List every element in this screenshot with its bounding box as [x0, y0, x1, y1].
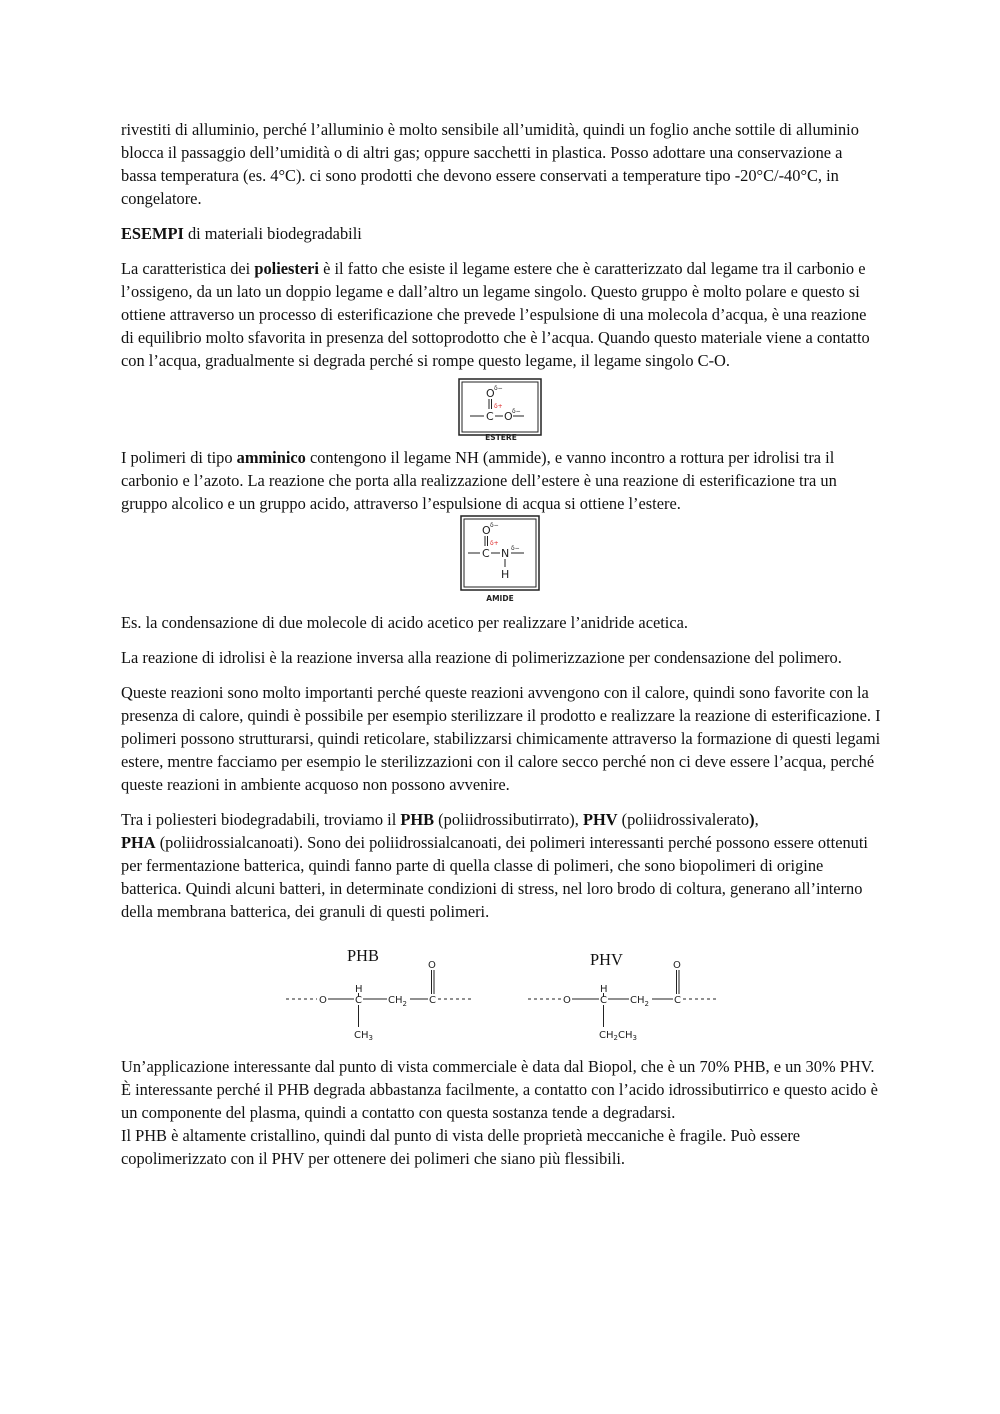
paragraph-text: Es. la condensazione di due molecole di acido acetico per realizzare l’anidride acetica.: [121, 613, 688, 632]
text-run: è il fatto che esiste il legame estere che è caratterizzato dal legame tra il carbonio e l’ossigeno, da un lato un doppio legame e dall’altro un legame singolo. Questo gruppo è molto polare e questo si ottiene attraverso un processo di esterificazione che prevede l’espulsione di una molecola d’acqua, è una reazione di equilibrio molto sfavorita in presenza del sottoprodotto che è l’acqua. Quando questo materiale viene a contatto con l’acqua, gradualmente si degrada perché si rompe questo legame, il legame singolo C-O.: [121, 259, 870, 370]
phv-ch2-subscript: 2: [644, 1000, 649, 1008]
phv-side-ch3-subscript: 3: [632, 1034, 637, 1042]
ester-delta-plus: δ+: [494, 403, 503, 410]
phb-ch2: [388, 995, 407, 1008]
phv-hydrogen: H: [600, 984, 608, 995]
phb-ch2-text: CH: [388, 995, 403, 1006]
paragraph-text: rivestiti di alluminio, perché l’alluminio è molto sensibile all’umidità, quindi un foglio anche sottile di alluminio blocca il passaggio dell’umidità o di altri gas; oppure sacchetti in plastica. Posso adottare una conservazione a bassa temperatura (es. 4°C). ci sono prodotti che devono essere conservati a temperature tipo -20°C/-40°C, in congelatore.: [121, 120, 859, 208]
phb-carbonyl-oxygen: O: [428, 960, 436, 971]
phv-carbonyl-oxygen: O: [673, 960, 681, 971]
paragraph-storage: [121, 118, 881, 210]
text-run: (poliidrossialcanoati). Sono dei poliidrossialcanoati, dei polimeri interessanti perché possono essere ottenuti per fermentazione batterica, quindi fanno parte di quella classe di polimeri, che sono biopolimeri di origine batterica. Quindi alcuni batteri, in determinate condizioni di stress, nel loro brodo di coltura, generano all’interno della membrana batterica, dei granuli di questi polimeri.: [121, 833, 868, 921]
paragraph-biodegradable-polyesters: [121, 808, 881, 923]
amide-delta-minus-2: δ−: [511, 545, 520, 552]
paragraph-acetic: [121, 611, 881, 634]
phb-phv-structures: [121, 937, 881, 1042]
paragraph-text: Il PHB è altamente cristallino, quindi dal punto di vista delle proprietà meccaniche è fragile. Può essere copolimerizzato con il PHV per ottenere dei polimeri che siano più flessibili.: [121, 1126, 801, 1168]
amide-delta-minus: δ−: [490, 522, 499, 529]
bold-term-phb: PHB: [400, 810, 435, 829]
phb-hydrogen: H: [355, 984, 363, 995]
amide-oxygen-top: O: [482, 524, 491, 537]
bold-paren: ): [749, 810, 755, 829]
heading-bold: ESEMPI: [121, 224, 184, 243]
paragraph-amides: [121, 446, 881, 515]
phv-structure: [528, 950, 717, 1042]
phb-ch3: [354, 1030, 373, 1042]
phb-structure: [286, 946, 471, 1042]
phb-ch3-subscript: 3: [368, 1034, 373, 1042]
paragraph-reactions: [121, 681, 881, 796]
phv-ch2ch3: [599, 1030, 637, 1042]
phv-side-ch2-text: CH: [599, 1030, 614, 1041]
phb-chain-oxygen: O: [319, 995, 327, 1006]
text-run: I polimeri di tipo: [121, 448, 237, 467]
paragraph-hydrolysis: [121, 646, 881, 669]
text-run: ,: [754, 810, 759, 829]
document-page: [121, 118, 881, 1182]
paragraph-text: Un’applicazione interessante dal punto di vista commerciale è data dal Biopol, che è un 70% PHB, e un 30% PHV. È interessante perché il PHB degrada abbastanza facilmente, a contatto con l’acido idrossibutirrico e questo acido è un componente del plasma, quindi a contatto con questa sostanza tende a degradarsi.: [121, 1057, 878, 1122]
bold-term-phv: PHV: [582, 810, 618, 829]
text-run: contengono il legame NH (ammide), e vanno incontro a rottura per idrolisi tra il carbonio e l’azoto. La reazione che porta alla realizzazione dell’estere è una reazione di esterificazione tra un gruppo alcolico e un gruppo acido, attraverso l’espulsione di acqua si ottiene l’estere.: [121, 448, 837, 513]
amide-caption: AMIDE: [486, 594, 514, 603]
phb-carbon-1: C: [355, 995, 362, 1006]
phb-label: PHB: [347, 946, 379, 965]
phb-ch2-subscript: 2: [402, 1000, 407, 1008]
paragraph-text: Queste reazioni sono molto importanti perché queste reazioni avvengono con il calore, quindi sono favorite con la presenza di calore, quindi è possibile per esempio sterilizzare il prodotto e realizzare la reazione di esterificazione. I polimeri possono strutturarsi, quindi reticolare, stabilizzarsi chimicamente attraverso la formazione di questi legami estere, mentre facciamo per esempio le sterilizzazioni con il calore secco perché non ci deve essere l’acqua, perché queste reazioni in ambiente acquoso non possono avvenire.: [121, 683, 881, 794]
amide-hydrogen: H: [501, 568, 510, 581]
phv-side-ch3-text: CH: [617, 1030, 633, 1041]
phv-ch2: [630, 995, 649, 1008]
ester-carbon: C: [486, 410, 494, 423]
phv-side-ch2-subscript: 2: [613, 1034, 618, 1042]
text-run: La caratteristica dei: [121, 259, 255, 278]
bold-term: poliesteri: [254, 259, 319, 278]
ester-diagram: [458, 378, 544, 440]
phv-chain-oxygen: O: [563, 995, 571, 1006]
heading-text: di materiali biodegradabili: [183, 224, 362, 243]
text-run: Tra i poliesteri biodegradabili, troviamo il: [121, 810, 401, 829]
ester-delta-minus: δ−: [494, 385, 503, 392]
ester-delta-minus-2: δ−: [512, 408, 521, 415]
ester-oxygen-single: O: [504, 410, 513, 423]
amide-delta-plus: δ+: [490, 540, 499, 547]
phv-ch2-text: CH: [630, 995, 645, 1006]
heading-examples: [121, 222, 881, 245]
phb-ch3-text: CH: [354, 1030, 369, 1041]
bold-term: amminico: [236, 448, 306, 467]
text-run: (poliidrossivalerato: [617, 810, 750, 829]
bold-term-pha: PHA: [121, 833, 156, 852]
phv-label: PHV: [590, 950, 623, 969]
phv-carbon-1: C: [600, 995, 607, 1006]
paragraph-text: La reazione di idrolisi è la reazione inversa alla reazione di polimerizzazione per condensazione del polimero.: [121, 648, 842, 667]
amide-carbon: C: [482, 547, 490, 560]
ester-oxygen-top: O: [486, 387, 495, 400]
amide-nitrogen: N: [501, 547, 510, 560]
phb-carbon-2: C: [429, 995, 436, 1006]
amide-diagram: [460, 515, 542, 603]
phv-carbon-2: C: [674, 995, 681, 1006]
ester-caption: ESTERE: [485, 433, 517, 442]
paragraph-biopol: [121, 1055, 881, 1170]
paragraph-polyesters: [121, 257, 881, 372]
text-run: (poliidrossibutirrato),: [434, 810, 583, 829]
